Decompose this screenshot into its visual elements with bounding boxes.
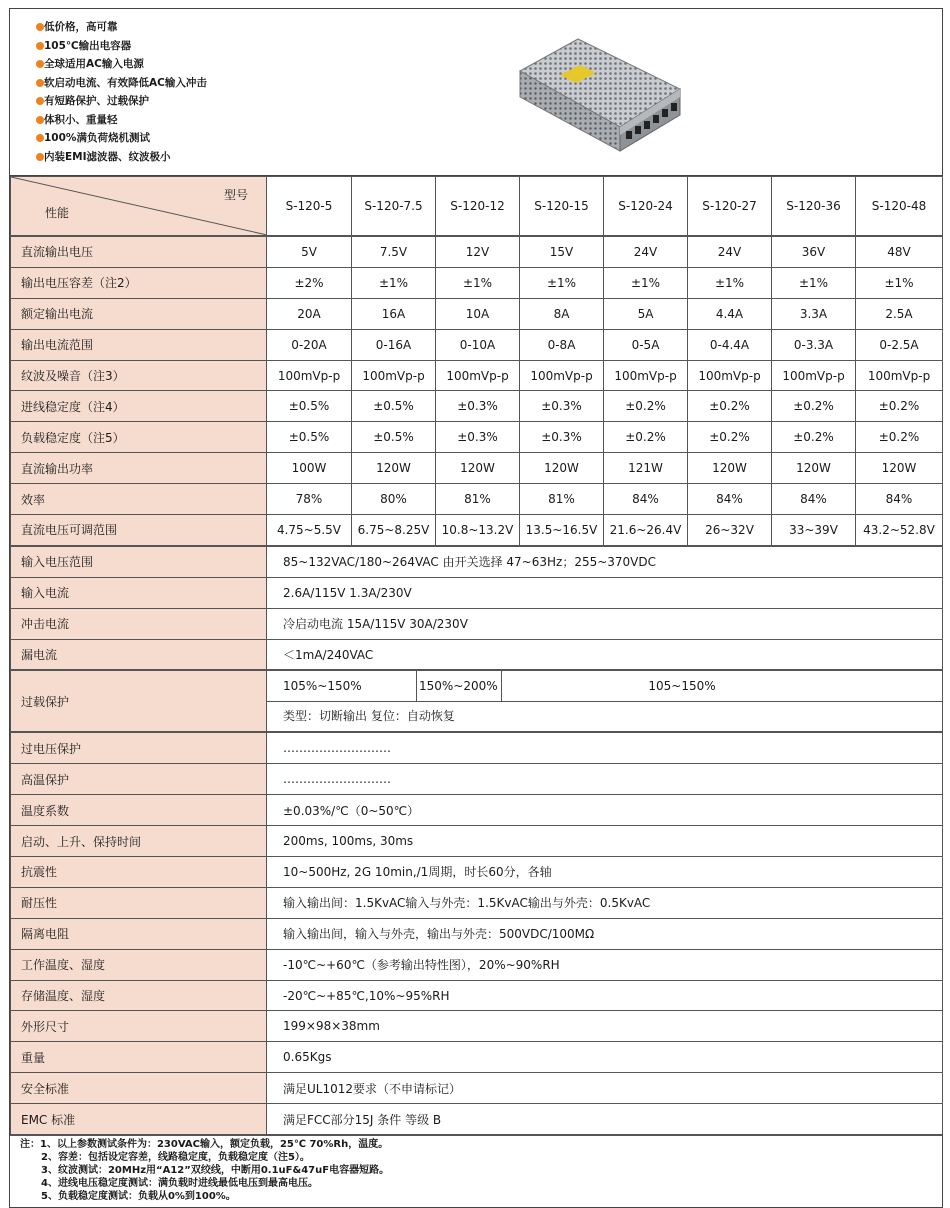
spec-value: 12V <box>436 237 520 268</box>
spec-value: 200ms, 100ms, 30ms <box>267 826 943 857</box>
table-row <box>11 980 943 1011</box>
spec-value: 33~39V <box>772 515 856 546</box>
spec-value: 120W <box>772 453 856 484</box>
row-label: 外形尺寸 <box>11 1011 267 1042</box>
spec-value: 100mVp-p <box>267 360 352 391</box>
spec-value: 100mVp-p <box>604 360 688 391</box>
spec-value: 0-4.4A <box>688 329 772 360</box>
spec-value: 3.3A <box>772 298 856 329</box>
spec-value: ±0.5% <box>352 422 436 453</box>
spec-value: 满足FCC部分15J 条件 等级 B <box>267 1104 943 1135</box>
spec-value: ±1% <box>688 267 772 298</box>
table-row <box>11 484 943 515</box>
spec-value: ＜1mA/240VAC <box>267 639 943 670</box>
row-label: 纹波及噪音（注3） <box>11 360 267 391</box>
spec-value: ±1% <box>520 267 604 298</box>
bullet-icon <box>36 79 44 87</box>
row-label: 高温保护 <box>11 764 267 795</box>
spec-value: 8A <box>520 298 604 329</box>
spec-value: ±0.3% <box>520 422 604 453</box>
spec-value: 0-3.3A <box>772 329 856 360</box>
spec-value: ±0.2% <box>688 391 772 422</box>
spec-value: 48V <box>856 237 943 268</box>
row-label: 进线稳定度（注4） <box>11 391 267 422</box>
header-row <box>11 177 943 236</box>
row-label: 过载保护 <box>11 671 267 732</box>
input-spec-table <box>10 546 943 671</box>
spec-value: 5V <box>267 237 352 268</box>
table-row <box>11 298 943 329</box>
overload-ranges <box>267 671 942 702</box>
table-row <box>11 764 943 795</box>
spec-value: 78% <box>267 484 352 515</box>
row-label: 工作温度、湿度 <box>11 949 267 980</box>
bullet-icon <box>36 97 44 105</box>
overload-range: 105%~150% <box>267 671 417 701</box>
row-label: 安全标准 <box>11 1073 267 1104</box>
spec-value: 100W <box>267 453 352 484</box>
output-spec-table <box>10 236 943 546</box>
table-row <box>11 391 943 422</box>
table-row <box>11 267 943 298</box>
spec-value: 81% <box>436 484 520 515</box>
feature-item: 100%满负荷烧机测试 <box>44 129 207 148</box>
spec-value: 5A <box>604 298 688 329</box>
row-label: 隔离电阻 <box>11 918 267 949</box>
spec-value: 10~500Hz, 2G 10min,/1周期，时长60分，各轴 <box>267 857 943 888</box>
table-row <box>11 237 943 268</box>
spec-value: 120W <box>688 453 772 484</box>
table-row <box>11 453 943 484</box>
feature-item: 软启动电流、有效降低AC输入冲击 <box>44 74 207 93</box>
protection-spec-table <box>10 732 943 1135</box>
spec-value: 输入输出间，输入与外壳，输出与外壳：500VDC/100MΩ <box>267 918 943 949</box>
spec-value: ±0.2% <box>772 422 856 453</box>
table-row <box>11 608 943 639</box>
spec-value: ±0.5% <box>267 422 352 453</box>
table-row <box>11 360 943 391</box>
spec-value: 26~32V <box>688 515 772 546</box>
row-label: 输入电流 <box>11 577 267 608</box>
model-header: S-120-12 <box>436 177 520 236</box>
model-header: S-120-36 <box>772 177 856 236</box>
spec-value: 81% <box>520 484 604 515</box>
spec-value: 199×98×38mm <box>267 1011 943 1042</box>
spec-value: ±0.3% <box>520 391 604 422</box>
model-header: S-120-48 <box>856 177 943 236</box>
spec-sheet <box>9 8 943 1208</box>
spec-value: ±0.2% <box>604 422 688 453</box>
spec-value: ±0.5% <box>267 391 352 422</box>
spec-value: ±0.2% <box>772 391 856 422</box>
table-row <box>11 795 943 826</box>
row-label: 漏电流 <box>11 639 267 670</box>
feature-panel <box>10 9 942 176</box>
notes <box>10 1135 942 1207</box>
spec-value: 24V <box>688 237 772 268</box>
overload-table <box>10 670 943 732</box>
table-row <box>11 733 943 764</box>
spec-value: -20℃~+85℃,10%~95%RH <box>267 980 943 1011</box>
performance-label: 性能 <box>45 206 70 220</box>
spec-value: ±1% <box>772 267 856 298</box>
spec-value: 2.5A <box>856 298 943 329</box>
spec-value: 4.75~5.5V <box>267 515 352 546</box>
table-row <box>11 422 943 453</box>
spec-value: 15V <box>520 237 604 268</box>
table-row <box>11 671 943 732</box>
spec-value: 0-16A <box>352 329 436 360</box>
spec-value: 100mVp-p <box>520 360 604 391</box>
overload-type: 类型：切断输出 复位：自动恢复 <box>283 709 455 724</box>
bullet-icon <box>36 134 44 142</box>
spec-value: 24V <box>604 237 688 268</box>
spec-value: 100mVp-p <box>688 360 772 391</box>
spec-value: ……………………… <box>267 733 943 764</box>
spec-value: -10℃~+60℃（参考输出特性图），20%~90%RH <box>267 949 943 980</box>
spec-value: 0-5A <box>604 329 688 360</box>
row-label: 输出电流范围 <box>11 329 267 360</box>
spec-value: 7.5V <box>352 237 436 268</box>
spec-value: ±1% <box>856 267 943 298</box>
spec-value: 4.4A <box>688 298 772 329</box>
spec-value: ±1% <box>352 267 436 298</box>
feature-item: 有短路保护、过载保护 <box>44 92 207 111</box>
bullet-icon <box>36 153 44 161</box>
model-header: S-120-24 <box>604 177 688 236</box>
spec-value: 0-2.5A <box>856 329 943 360</box>
row-label: 耐压性 <box>11 887 267 918</box>
spec-value: 120W <box>352 453 436 484</box>
spec-value: 36V <box>772 237 856 268</box>
spec-value: 80% <box>352 484 436 515</box>
spec-value: 120W <box>436 453 520 484</box>
feature-list <box>44 18 207 166</box>
spec-value: 输入输出间：1.5KvAC输入与外壳：1.5KvAC输出与外壳：0.5KvAC <box>267 887 943 918</box>
table-row <box>11 1104 943 1135</box>
row-label: 负载稳定度（注5） <box>11 422 267 453</box>
table-row <box>11 857 943 888</box>
row-label: 过电压保护 <box>11 733 267 764</box>
bullet-icon <box>36 60 44 68</box>
table-row <box>11 918 943 949</box>
spec-value: 6.75~8.25V <box>352 515 436 546</box>
spec-value: ±0.2% <box>856 422 943 453</box>
note-line: 注：1、以上参数测试条件为：230VAC输入，额定负载，25℃ 70%Rh，温度。 <box>20 1139 389 1151</box>
overload-cell <box>267 671 943 732</box>
power-supply-image <box>508 31 688 171</box>
spec-value: 84% <box>604 484 688 515</box>
spec-value: 冷启动电流 15A/115V 30A/230V <box>267 608 943 639</box>
row-label: 直流输出电压 <box>11 237 267 268</box>
feature-item: 全球适用AC输入电源 <box>44 55 207 74</box>
table-row <box>11 1073 943 1104</box>
spec-value: 13.5~16.5V <box>520 515 604 546</box>
row-label: 抗震性 <box>11 857 267 888</box>
spec-value: 0-8A <box>520 329 604 360</box>
spec-value: ±1% <box>604 267 688 298</box>
spec-value: 100mVp-p <box>436 360 520 391</box>
spec-value: 43.2~52.8V <box>856 515 943 546</box>
model-header: S-120-27 <box>688 177 772 236</box>
row-label: 输入电压范围 <box>11 546 267 577</box>
row-label: 输出电压容差（注2） <box>11 267 267 298</box>
spec-value: ±0.5% <box>352 391 436 422</box>
table-row <box>11 515 943 546</box>
spec-value: 120W <box>520 453 604 484</box>
spec-value: 满足UL1012要求（不申请标记） <box>267 1073 943 1104</box>
spec-value: 84% <box>772 484 856 515</box>
spec-value: 20A <box>267 298 352 329</box>
feature-item: 低价格，高可靠 <box>44 18 207 37</box>
row-label: 直流输出功率 <box>11 453 267 484</box>
spec-value: ±0.2% <box>688 422 772 453</box>
feature-item: 体积小、重量轻 <box>44 111 207 130</box>
note-line: 5、负载稳定度测试：负载从0%到100%。 <box>41 1191 236 1203</box>
table-row <box>11 329 943 360</box>
table-row <box>11 639 943 670</box>
spec-table <box>10 176 943 236</box>
spec-value: 0.65Kgs <box>267 1042 943 1073</box>
spec-value: 121W <box>604 453 688 484</box>
overload-range: 105~150% <box>648 679 716 694</box>
table-row <box>11 887 943 918</box>
spec-value: 85~132VAC/180~264VAC 由开关选择 47~63Hz；255~370VDC <box>267 546 943 577</box>
spec-value: ±0.03%/℃（0~50℃） <box>267 795 943 826</box>
spec-value: ±0.3% <box>436 391 520 422</box>
overload-range: 150%~200% <box>417 671 502 701</box>
header-corner <box>11 177 267 236</box>
spec-value: 100mVp-p <box>856 360 943 391</box>
bullet-icon <box>36 42 44 50</box>
table-row <box>11 577 943 608</box>
feature-item: 105℃输出电容器 <box>44 37 207 56</box>
row-label: 直流电压可调范围 <box>11 515 267 546</box>
spec-value: ……………………… <box>267 764 943 795</box>
spec-value: ±0.2% <box>604 391 688 422</box>
spec-value: 16A <box>352 298 436 329</box>
bullet-icon <box>36 116 44 124</box>
model-header: S-120-7.5 <box>352 177 436 236</box>
feature-item: 内装EMI滤波器、纹波极小 <box>44 148 207 167</box>
row-label: 启动、上升、保持时间 <box>11 826 267 857</box>
note-line: 2、容差：包括设定容差，线路稳定度，负载稳定度（注5）。 <box>41 1152 310 1164</box>
table-row <box>11 546 943 577</box>
spec-value: 0-20A <box>267 329 352 360</box>
spec-value: 120W <box>856 453 943 484</box>
spec-value: ±0.3% <box>436 422 520 453</box>
note-line: 4、进线电压稳定度测试：满负载时进线最低电压到最高电压。 <box>41 1178 318 1190</box>
table-row <box>11 1042 943 1073</box>
row-label: 重量 <box>11 1042 267 1073</box>
spec-value: 10A <box>436 298 520 329</box>
table-row <box>11 1011 943 1042</box>
row-label: EMC 标准 <box>11 1104 267 1135</box>
model-label: 型号 <box>223 188 248 202</box>
table-row <box>11 949 943 980</box>
spec-value: 10.8~13.2V <box>436 515 520 546</box>
spec-value: 100mVp-p <box>352 360 436 391</box>
spec-value: 0-10A <box>436 329 520 360</box>
model-header: S-120-15 <box>520 177 604 236</box>
spec-value: ±1% <box>436 267 520 298</box>
model-header: S-120-5 <box>267 177 352 236</box>
row-label: 冲击电流 <box>11 608 267 639</box>
spec-value: 84% <box>688 484 772 515</box>
bullet-icon <box>36 23 44 31</box>
spec-value: ±0.2% <box>856 391 943 422</box>
spec-value: 84% <box>856 484 943 515</box>
spec-value: 100mVp-p <box>772 360 856 391</box>
row-label: 存储温度、湿度 <box>11 980 267 1011</box>
row-label: 额定输出电流 <box>11 298 267 329</box>
row-label: 效率 <box>11 484 267 515</box>
spec-value: ±2% <box>267 267 352 298</box>
table-row <box>11 826 943 857</box>
row-label: 温度系数 <box>11 795 267 826</box>
spec-value: 21.6~26.4V <box>604 515 688 546</box>
note-line: 3、纹波测试：20MHz用“A12”双绞线，中断用0.1uF&47uF电容器短路。 <box>41 1165 390 1177</box>
spec-value: 2.6A/115V 1.3A/230V <box>267 577 943 608</box>
